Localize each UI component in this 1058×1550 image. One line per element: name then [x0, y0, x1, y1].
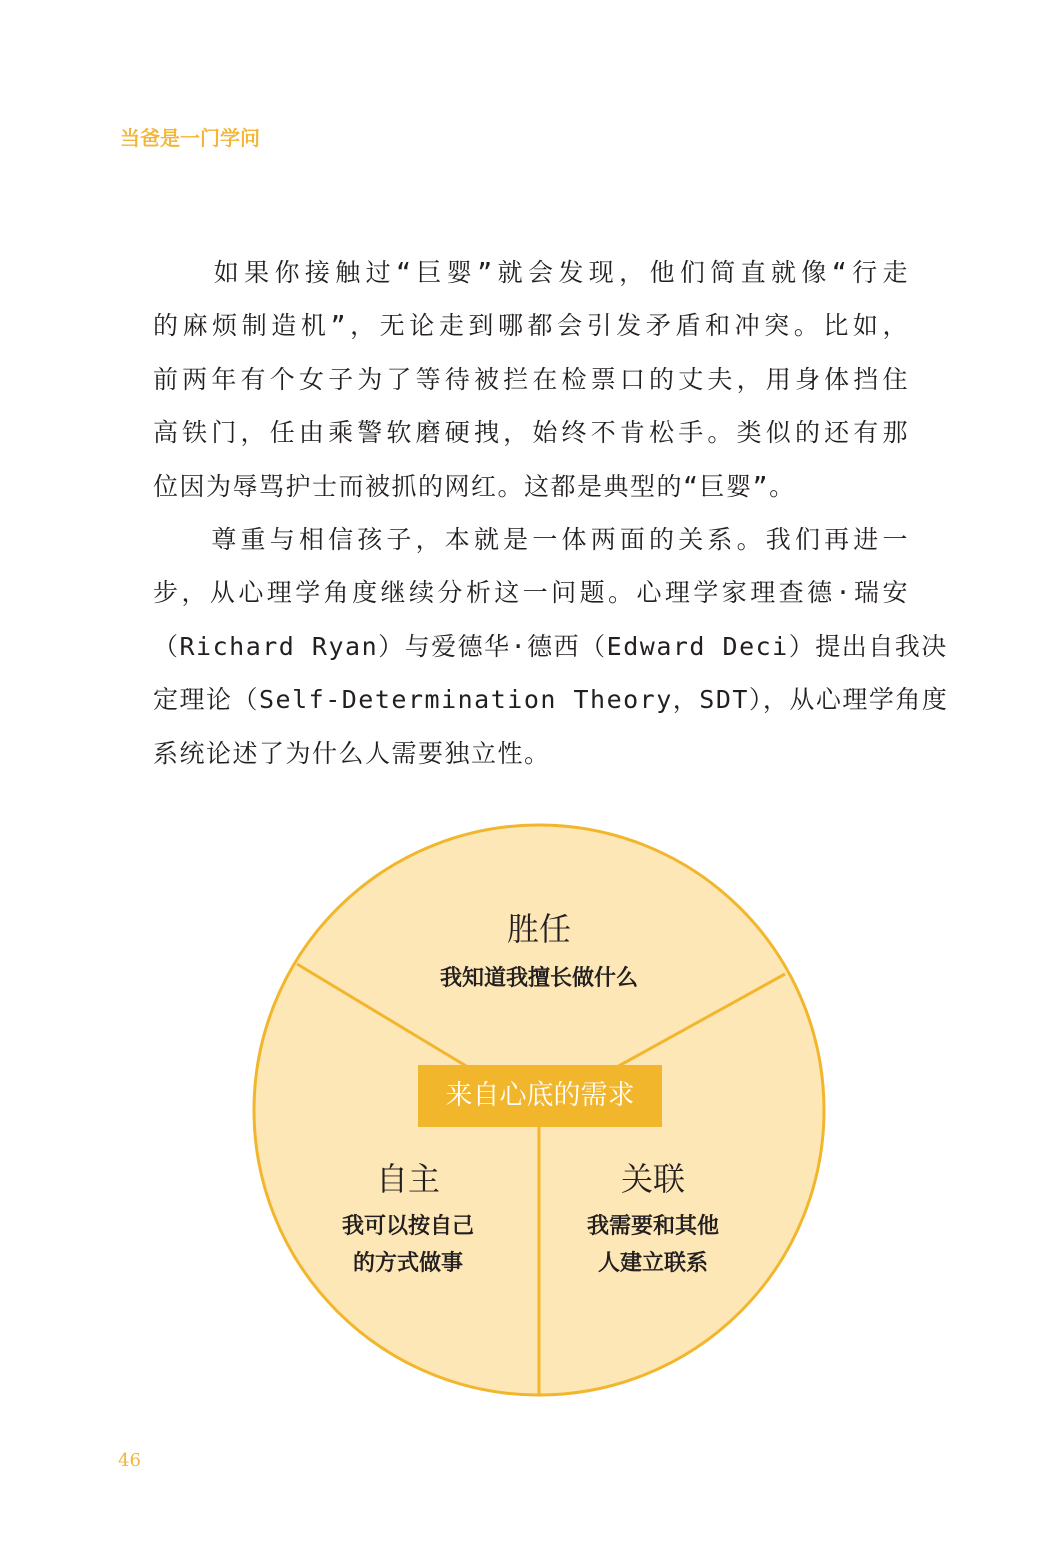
body-line: 如果你接触过“巨婴”就会发现，他们简直就像“行走 — [153, 258, 909, 287]
body-line: 定理论（Self-Determination Theory，SDT），从心理学角度 — [153, 685, 949, 715]
body-line: 前两年有个女子为了等待被拦在检票口的丈夫，用身体挡住 — [153, 364, 909, 394]
segment-title-competence: 胜任 — [506, 910, 571, 948]
segment-title-autonomy: 自主 — [375, 1160, 440, 1198]
body-line: （Richard Ryan）与爱德华·德西（Edward Deci）提出自我决 — [153, 631, 948, 661]
segment-desc-line: 我需要和其他 — [586, 1213, 719, 1239]
body-text — [153, 246, 949, 780]
needs-diagram — [250, 822, 828, 1402]
body-line: 的麻烦制造机”，无论走到哪都会引发矛盾和冲突。比如， — [153, 311, 909, 341]
body-line: 尊重与相信孩子，本就是一体两面的关系。我们再进一 — [153, 524, 909, 554]
page-number: 46 — [118, 1450, 141, 1471]
segment-desc-autonomy — [308, 1208, 508, 1282]
segment-desc-competence — [389, 960, 689, 997]
body-line: 系统论述了为什么人需要独立性。 — [153, 738, 551, 768]
body-line: 高铁门，任由乘警软磨硬拽，始终不肯松手。类似的还有那 — [153, 418, 909, 448]
segment-desc-line: 的方式做事 — [352, 1250, 463, 1276]
segment-desc-line: 我可以按自己 — [341, 1213, 474, 1239]
body-line: 位因为辱骂护士而被抓的网红。这都是典型的“巨婴”。 — [153, 471, 796, 501]
segment-desc-line: 我知道我擅长做什么 — [439, 965, 638, 991]
body-line: 步，从心理学角度继续分析这一问题。心理学家理查德·瑞安 — [153, 578, 909, 608]
segment-title-relatedness: 关联 — [620, 1160, 685, 1198]
segment-desc-line: 人建立联系 — [597, 1250, 708, 1276]
center-label: 来自心底的需求 — [418, 1065, 662, 1127]
running-header: 当爸是一门学问 — [120, 126, 260, 150]
segment-desc-relatedness — [553, 1208, 753, 1282]
